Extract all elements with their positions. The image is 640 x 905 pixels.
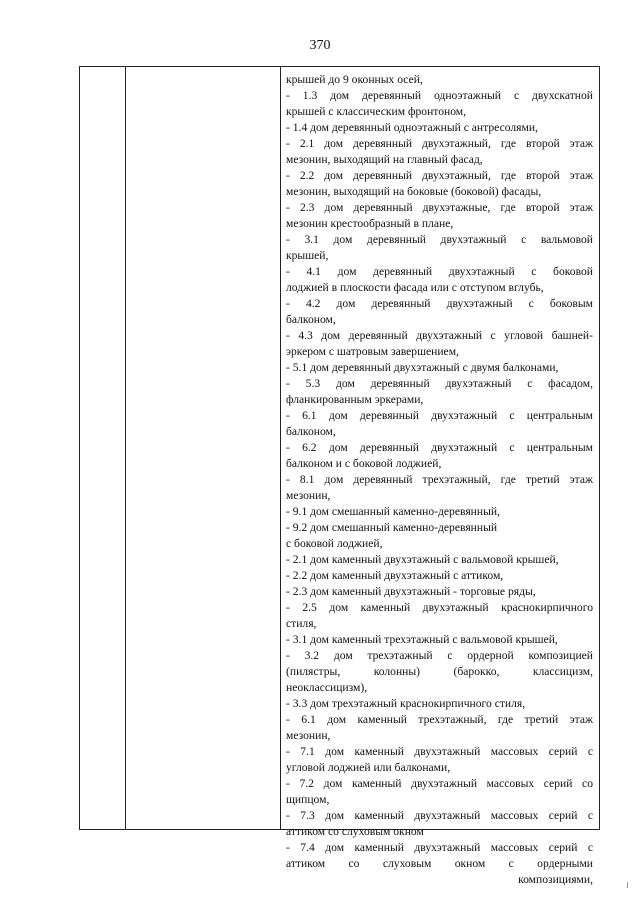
text-line: балконом, [286,425,336,438]
text-line: неоклассицизм), [286,681,368,694]
text-line: - 3.2 дом трехэтажный с ордерной композицией [286,649,593,662]
text-line: - 2.2 дом деревянный двухэтажный, где второй этаж [286,169,593,182]
text-line: - 6.1 дом деревянный двухэтажный с центральным [286,409,593,422]
text-line: аттиком со слуховым окном с ордерными [286,857,593,870]
text-line: - 7.4 дом каменный двухэтажный массовых серий с [286,841,593,854]
text-line: - 1.4 дом деревянный одноэтажный с антресолями, [286,121,538,134]
document-table [79,66,600,886]
text-line: крышей с классическим фронтоном, [286,105,467,118]
text-line: мезонин, [286,729,331,742]
text-line: эркером с шатровым завершением, [286,345,459,358]
text-line: щипцом, [286,793,330,806]
description-cell [286,72,593,888]
text-line: крышей, [286,249,329,262]
text-line: - 4.2 дом деревянный двухэтажный с боковым [286,297,593,310]
text-line: (пилястры, колонны) (барокко, классицизм, [286,665,593,678]
text-line: - 7.1 дом каменный двухэтажный массовых серий с [286,745,593,758]
text-line: мезонин крестообразный в плане, [286,217,454,230]
text-line: с боковой лоджией, [286,537,383,550]
text-line: лоджией в плоскости фасада или с отступом вглубь, [286,281,544,294]
text-line: балконом, [286,313,336,326]
text-line: стиля, [286,617,317,630]
column-divider-1 [125,67,126,829]
text-line: - 3.3 дом трехэтажный краснокирпичного стиля, [286,697,526,710]
text-line: - 9.2 дом смешанный каменно-деревянный [286,521,498,534]
text-line: - 2.2 дом каменный двухэтажный с аттиком, [286,569,504,582]
text-line: угловой лоджией или балконами, [286,761,451,774]
text-line: - 6.1 дом каменный трехэтажный, где третий этаж [286,713,593,726]
text-line: - 8.1 дом деревянный трехэтажный, где третий этаж [286,473,593,486]
text-line: - 4.3 дом деревянный двухэтажный с угловой башней- [286,329,593,342]
text-line: фланкированным эркерами, [286,393,424,406]
page-number: 370 [309,38,331,53]
text-line: - 7.2 дом каменный двухэтажный массовых серий со [286,777,593,790]
column-divider-2 [280,67,281,829]
text-line: - 2.3 дом деревянный двухэтажные, где второй этаж [286,201,593,214]
text-line: - 2.3 дом каменный двухэтажный - торговые ряды, [286,585,536,598]
text-line: мезонин, [286,489,331,502]
text-line: аттиком со слуховым окном [286,825,424,838]
text-line: композициями, [518,873,593,886]
scan-mark [627,882,628,888]
text-line: - 9.1 дом смешанный каменно-деревянный, [286,505,500,518]
text-line: балконом и с боковой лоджией, [286,457,442,470]
text-line: - 1.3 дом деревянный одноэтажный с двухскатной [286,89,593,102]
text-line: - 5.3 дом деревянный двухэтажный с фасадом, [286,377,593,390]
text-line: - 6.2 дом деревянный двухэтажный с центральным [286,441,593,454]
text-line: - 5.1 дом деревянный двухэтажный с двумя балконами, [286,361,559,374]
text-line: - 7.3 дом каменный двухэтажный массовых серий с [286,809,593,822]
text-line: - 4.1 дом деревянный двухэтажный с боковой [286,265,593,278]
text-line: - 2.1 дом каменный двухэтажный с вальмовой крышей, [286,553,559,566]
text-line: крышей до 9 оконных осей, [286,73,423,86]
text-line: - 2.1 дом деревянный двухэтажный, где второй этаж [286,137,593,150]
text-line: мезонин, выходящий на боковые (боковой) фасады, [286,185,542,198]
text-line: - 3.1 дом деревянный двухэтажный с вальмовой [286,233,593,246]
text-line: мезонин, выходящий на главный фасад, [286,153,483,166]
text-line: - 3.1 дом каменный трехэтажный с вальмовой крышей, [286,633,558,646]
text-line: - 2.5 дом каменный двухэтажный краснокирпичного [286,601,593,614]
